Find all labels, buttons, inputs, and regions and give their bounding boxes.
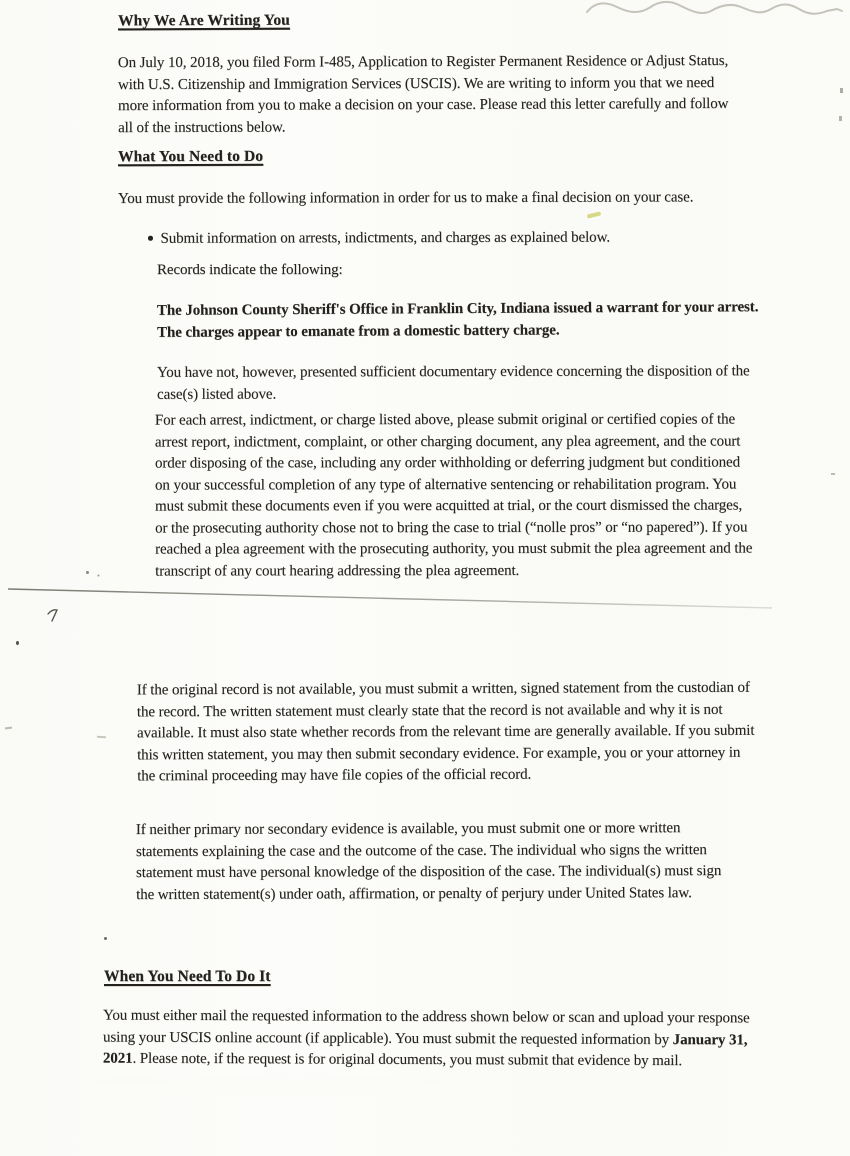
deadline-text-after: . Please note, if the request is for original documents, you must submit that evidence by mail. <box>132 1050 683 1070</box>
margin-dot-artifact <box>104 937 107 940</box>
margin-squiggle-artifact <box>46 608 60 624</box>
edge-speck-artifact <box>840 88 843 93</box>
section-heading-when-you-need-to-do-it: When You Need To Do It <box>104 968 271 985</box>
paragraph-must-provide: You must provide the following information in order for us to make a final decision on your case. <box>117 189 694 207</box>
diagonal-line-artifact <box>0 582 785 614</box>
paragraph-unavailable-record: If the original record is not available, you must submit a written, signed statement from the custodian of the record. The written statement must clearly state that the record is not available and why it is not available. It must also state whether records from the relevant time are generally available. If you submit this written statement, you may then submit secondary evidence. For example, you or your attorney in the criminal proceeding may have file copies of the official record. <box>136 679 755 785</box>
highlighter-speck-artifact <box>587 211 602 218</box>
margin-dash-artifact <box>5 727 12 730</box>
bullet-item-text: Submit information on arrests, indictments, and charges as explained below. <box>160 229 611 247</box>
margin-dash-artifact <box>97 736 106 739</box>
section-heading-what-you-need-to-do: What You Need to Do <box>117 147 264 166</box>
records-indicate-label: Records indicate the following: <box>157 262 343 278</box>
deadline-text-before: You must either mail the requested information to the address shown below or scan and upload your response using your USCIS online account (if applicable). You must submit the requested information by <box>102 1007 750 1048</box>
bullet-dot-icon <box>148 236 153 241</box>
deadline-date: January 31, 2021 <box>102 1031 748 1067</box>
edge-speck-artifact <box>831 473 835 475</box>
paragraph-no-evidence-statements: If neither primary nor secondary evidence is available, you must submit one or more written statements explaining the case and the outcome of the case. The individual who signs the written statement must have personal knowledge of the disposition of the case. The individual(s) must sign the written statement(s) under oath, affirmation, or penalty of perjury under United States law. <box>135 820 722 903</box>
bullet-list-item <box>148 227 728 250</box>
section-heading-why-we-are-writing-you: Why We Are Writing You <box>117 11 290 30</box>
paragraph-insufficient-evidence: You have not, however, presented sufficient documentary evidence concerning the disposition of the case(s) listed above. <box>156 363 750 403</box>
scan-fade-artifact <box>98 1078 443 1095</box>
paragraph-deadline <box>103 1006 765 1073</box>
margin-speck-artifact <box>16 641 19 645</box>
paragraph-submission-instructions: For each arrest, indictment, or charge listed above, please submit original or certified copies of the arrest report, indictment, complaint, or other charging document, any plea agreement, and the court order disposing of the case, including any order withholding or deferring judgment but conditioned on your successful completion of any type of alternative sentencing or rehabilitation program. You must submit these documents even if you were acquitted at trial, or the court dismissed the charges, or the prosecuting authority chose not to bring the case to trial (“nolle pros” or “no papered”). If you reached a plea agreement with the prosecuting authority, you must submit the plea agreement and the transcript of any court hearing addressing the plea agreement. <box>154 411 753 580</box>
wavy-line-artifact <box>585 0 847 22</box>
margin-dot-artifact <box>86 571 89 574</box>
edge-speck-artifact <box>839 116 842 121</box>
paragraph-warrant-notice: The Johnson County Sheriff's Office in Franklin City, Indiana issued a warrant for your arrest. The charges appear to emanate from a domestic battery charge. <box>156 299 759 341</box>
paragraph-filing-notice: On July 10, 2018, you filed Form I-485, Application to Register Permanent Residence or Adjust Status, with U.S. Citizenship and Immigration Services (USCIS). We are writing to inform you that we need more information from you to make a decision on your case. Please read this letter carefully and follow all of the instructions below. <box>117 52 729 136</box>
